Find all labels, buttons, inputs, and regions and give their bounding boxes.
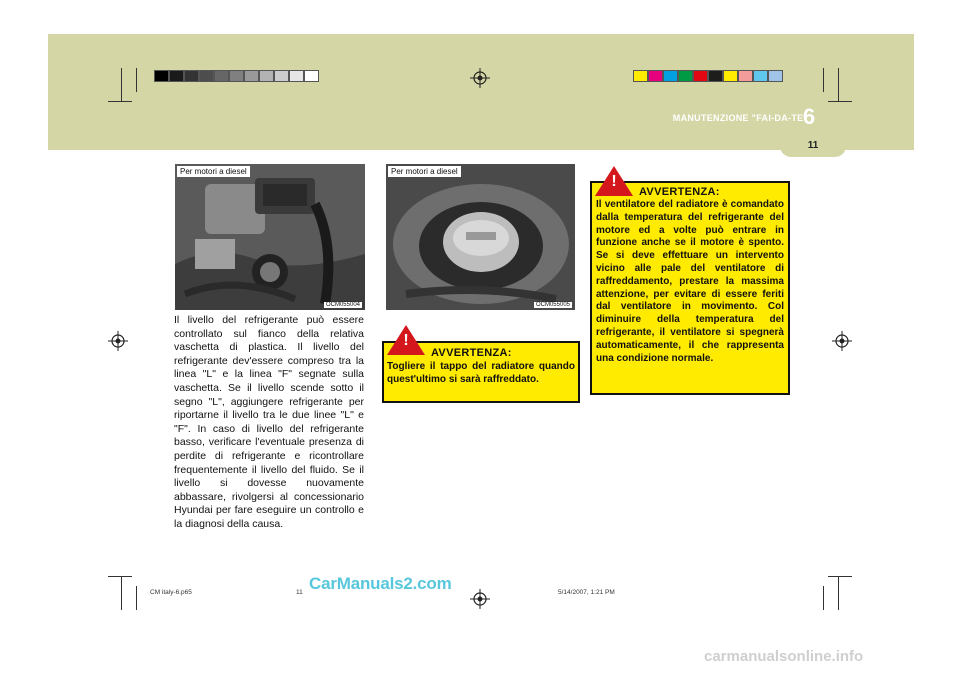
color-swatch: [633, 70, 648, 82]
warning-title: AVVERTENZA:: [431, 347, 512, 359]
gray-swatch: [184, 70, 199, 82]
color-swatch: [753, 70, 768, 82]
radiator-cap-illustration: [386, 164, 575, 310]
color-swatch: [693, 70, 708, 82]
header-band: [48, 34, 914, 150]
warning-title: AVVERTENZA:: [639, 186, 720, 198]
warning-text: Togliere il tappo del radiatore quando quest'ultimo si sarà raffreddato.: [387, 361, 575, 385]
photo-caption: Per motori a diesel: [388, 166, 461, 177]
section-title: MANUTENZIONE "FAI-DA-TE": [672, 113, 808, 123]
photo-code: OCM055005: [535, 302, 570, 308]
color-swatch: [723, 70, 738, 82]
gray-swatch: [274, 70, 289, 82]
gray-swatch: [199, 70, 214, 82]
watermark-link[interactable]: CarManuals2.com: [309, 574, 452, 593]
engine-photo-radiator-cap: [386, 164, 575, 310]
registration-mark-icon: [470, 68, 490, 88]
footer-page: 11: [296, 589, 303, 596]
engine-illustration: [175, 164, 365, 310]
gray-swatch: [304, 70, 319, 82]
footer-file-name: CM italy-6.p65: [150, 589, 192, 596]
color-swatch: [768, 70, 783, 82]
watermark-bottom[interactable]: carmanualsonline.info: [704, 648, 864, 665]
photo-caption: Per motori a diesel: [177, 166, 250, 177]
gray-swatch: [154, 70, 169, 82]
page-number: 11: [807, 140, 819, 151]
footer-date: 5/14/2007, 1:21 PM: [558, 589, 615, 596]
registration-mark-icon: [832, 331, 852, 351]
photo-code: OCM055004: [325, 302, 360, 308]
color-swatch: [663, 70, 678, 82]
color-calibration-bar: [633, 70, 783, 82]
color-swatch: [678, 70, 693, 82]
warning-text: Il ventilatore del radiatore è comandato dalla temperatura del refrigerante del motore ed a volte può entrare in funzione anche se il motore è spento. Se si deve effettuare un intervento vicino alle pale del ventilatore di raffreddamento, prestare la massima attenzione, per evitare di essere feriti dal ventilatore in movimento. Col diminuire della temperatura del refrigerante, il ventilatore si spegnerà automaticamente, il che rappresenta una condizione normale.: [596, 199, 784, 364]
gray-swatch: [289, 70, 304, 82]
gray-swatch: [169, 70, 184, 82]
chapter-number: 6: [802, 104, 816, 129]
registration-mark-icon: [470, 589, 490, 609]
gray-swatch: [244, 70, 259, 82]
exclamation-triangle-icon: !: [595, 166, 633, 196]
grayscale-calibration-bar: [154, 70, 319, 82]
color-swatch: [738, 70, 753, 82]
coolant-level-paragraph: Il livello del refrigerante può essere controllato sul fianco della relativa vaschetta di plastica. Il livello del refrigerante dev'essere compreso tra la linea "L" e la linea "F" segnate sulla vaschetta. Se il livello scende sotto il segno "L", aggiungere refrigerante per riportarne il livello tra le due linee "L" e "F". In caso di livello del refrigerante basso, verificare l'eventuale presenza di perdite di refrigerante e ricontrollare frequentemente il livello del fluido. Se il livello si dovesse nuovamente abbassare, rivolgersi al concessionario Hyundai per fare eseguire un controllo e la diagnosi della causa.: [174, 314, 364, 530]
gray-swatch: [214, 70, 229, 82]
gray-swatch: [229, 70, 244, 82]
gray-swatch: [259, 70, 274, 82]
exclamation-triangle-icon: !: [387, 325, 425, 355]
registration-mark-icon: [108, 331, 128, 351]
color-swatch: [648, 70, 663, 82]
engine-photo-coolant-reservoir: [175, 164, 365, 310]
color-swatch: [708, 70, 723, 82]
